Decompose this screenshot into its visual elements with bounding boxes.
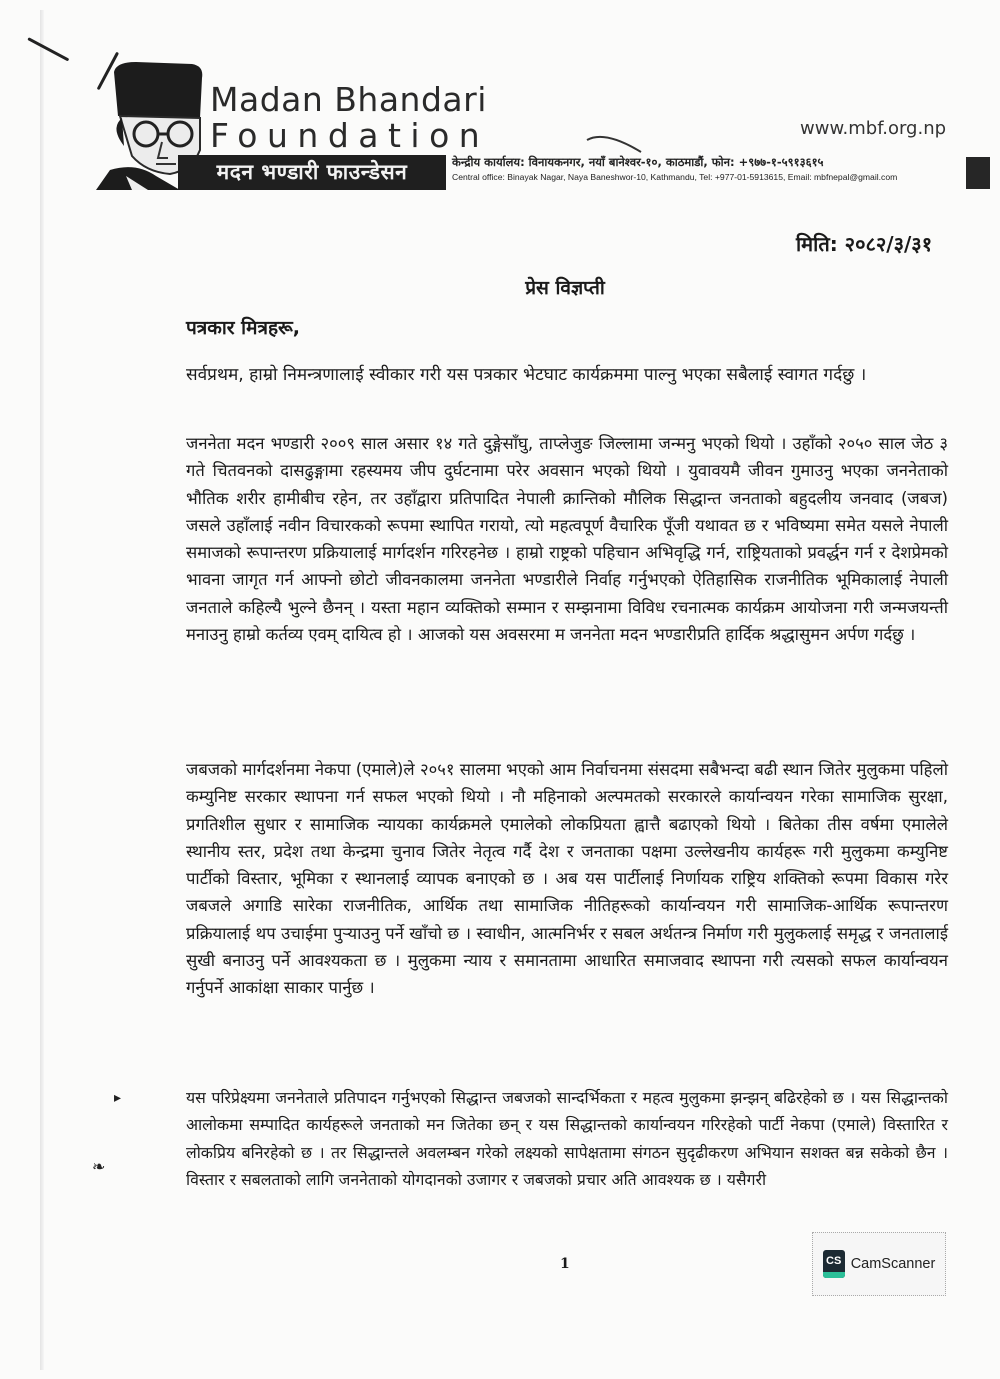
camscanner-logo-icon: CS: [823, 1250, 845, 1278]
office-address-english: Central office: Binayak Nagar, Naya Baneshwor-10, Kathmandu, Tel: +977-01-5913615, Email: mbfnepal@gmail.com: [452, 172, 898, 182]
website-link[interactable]: www.mbf.org.np: [800, 118, 947, 139]
page-number: 1: [560, 1256, 570, 1272]
document-title: प्रेस विज्ञप्ती: [525, 277, 605, 299]
paragraph: [186, 1084, 948, 1193]
corner-block: [966, 157, 990, 189]
camscanner-watermark: [812, 1232, 946, 1296]
organization-name-line1: Madan Bhandari: [210, 80, 487, 119]
paragraph: [186, 756, 948, 1002]
office-address: [452, 155, 962, 184]
paragraph-text: जननेता मदन भण्डारी २००९ साल असार १४ गते दुङ्गेसाँघु, ताप्लेजुङ जिल्लामा जन्मनु भएको थियो । उहाँको २०५० साल जेठ ३ गते चितवनको दासढुङ्गामा रहस्यमय जीप दुर्घटनामा परेर अवसान भएको थियो । युवावयमै जीवन गुमाउनु भएका जननेताको भौतिक शरीर हामीबीच रहेन, तर उहाँद्वारा प्रतिपादित नेपाली क्रान्तिको मौलिक सिद्धान्त जनताको बहुदलीय जनवाद (जबज) जसले उहाँलाई नवीन विचारकको रूपमा स्थापित गरायो, त्यो महत्वपूर्ण वैचारिक पूँजी यथावत छ र भविष्यमा समेत यसले नेपाली समाजको रूपान्तरण प्रक्रियालाई मार्गदर्शन गरिरहनेछ । हाम्रो राष्ट्रको पहिचान अभिवृद्धि गर्न, राष्ट्रियताको प्रवर्द्धन गर्न र देशप्रेमको भावना जागृत गर्न आफ्नो छोटो जीवनकालमा जननेता भण्डारीले निर्वाह गर्नुभएको ऐतिहासिक राजनीतिक भूमिकालाई नेपाली जनताले कहिल्यै भुल्ने छैनन् । यस्ता महान व्यक्तिको सम्मान र सम्झनामा विविध रचनात्मक कार्यक्रम आयोजना गरी जन्मजयन्ती मनाउनु हाम्रो कर्तव्य एवम् दायित्व हो । आजको यस अवसरमा म जननेता मदन भण्डारीप्रति हार्दिक श्रद्धासुमन अर्पण गर्दछु ।: [186, 434, 948, 645]
camscanner-label: CamScanner: [850, 1256, 936, 1272]
salutation: पत्रकार मित्रहरू,: [186, 317, 301, 339]
paragraph: [186, 430, 948, 648]
margin-dot-mark: ▸: [114, 1090, 122, 1106]
organization-name-line2: Foundation: [210, 116, 490, 155]
pen-mark: [27, 37, 69, 61]
organization-name-nepali: मदन भण्डारी फाउन्डेसन: [178, 155, 446, 190]
organization-name: [210, 82, 489, 154]
pen-stroke-mark: [585, 128, 645, 156]
paragraph-text: जबजको मार्गदर्शनमा नेकपा (एमाले)ले २०५१ सालमा भएको आम निर्वाचनमा संसदमा सबैभन्दा बढी स्थान जितेर मुलुकमा पहिलो कम्युनिष्ट सरकार स्थापना गर्न सफल भएको थियो । नौ महिनाको अल्पमतको सरकारले कार्यान्वयन गरेका सामाजिक सुरक्षा, प्रगतिशील सुधार र सामाजिक न्यायका कार्यक्रमले एमालेको लोकप्रियता ह्वात्तै बढाएको थियो । बितेका तीस वर्षमा एमालेले स्थानीय स्तर, प्रदेश तथा केन्द्रमा चुनाव जितेर नेतृत्व गर्दै देश र जनताका पक्षमा उल्लेखनीय कार्यहरू गरी मुलुकमा कम्युनिष्ट पार्टीको विस्तार, भूमिका र स्थानलाई व्यापक बनाएको छ । अब यस पार्टीलाई निर्णायक राष्ट्रिय शक्तिको रूपमा विकास गरेर जबजले अगाडि सारेका राजनीतिक, आर्थिक तथा सामाजिक नीतिहरूको कार्यान्वयन गरी सामाजिक-आर्थिक रूपान्तरण प्रक्रियालाई थप उचाईमा पुऱ्याउनु पर्ने खाँचो छ । स्वाधीन, आत्मनिर्भर र सबल अर्थतन्त्र निर्माण गरी मुलुकलाई समृद्ध र जनतालाई सुखी बनाउनु पर्ने आवश्यकता छ । मुलुकमा न्याय र समानतामा आधारित समाजवाद स्थापना गरी त्यसको सफल कार्यान्वयन गर्नुपर्ने आकांक्षा साकार पार्नुछ ।: [186, 760, 948, 998]
paragraph: [186, 361, 948, 390]
document-date: मिति: २०८२/३/३१: [796, 232, 933, 256]
paragraph-text: सर्वप्रथम, हाम्रो निमन्त्रणालाई स्वीकार गरी यस पत्रकार भेटघाट कार्यक्रममा पाल्नु भएका सबैलाई स्वागत गर्दछु ।: [186, 365, 867, 385]
scan-edge-shadow: [40, 10, 44, 1370]
office-address-nepali: केन्द्रीय कार्यालय: विनायकनगर, नयाँ बानेश्वर-१०, काठमाडौं, फोन: +९७७-१-५९१३६१५: [452, 155, 824, 169]
margin-ink-mark: ❧: [92, 1157, 106, 1176]
paragraph-text: यस परिप्रेक्ष्यमा जननेताले प्रतिपादन गर्नुभएको सिद्धान्त जबजको सान्दर्भिकता र महत्व मुलुकमा झन्झन् बढिरहेको छ । यस सिद्धान्तको आलोकमा सम्पादित कार्यहरूले जनताको मन जितेका छन् र यस सिद्धान्तको कार्यान्वयन गरिरहेको पार्टी नेकपा (एमाले) विस्तारित र लोकप्रिय बनिरहेको छ । तर सिद्धान्तले अवलम्बन गरेको लक्ष्यको सापेक्षतामा संगठन सुदृढीकरण अभियान सशक्त बन्न सकेको छैन । विस्तार र सबलताको लागि जननेताको योगदानको उजागर र जबजको प्रचार अति आवश्यक छ । यसैगरी: [186, 1088, 948, 1189]
